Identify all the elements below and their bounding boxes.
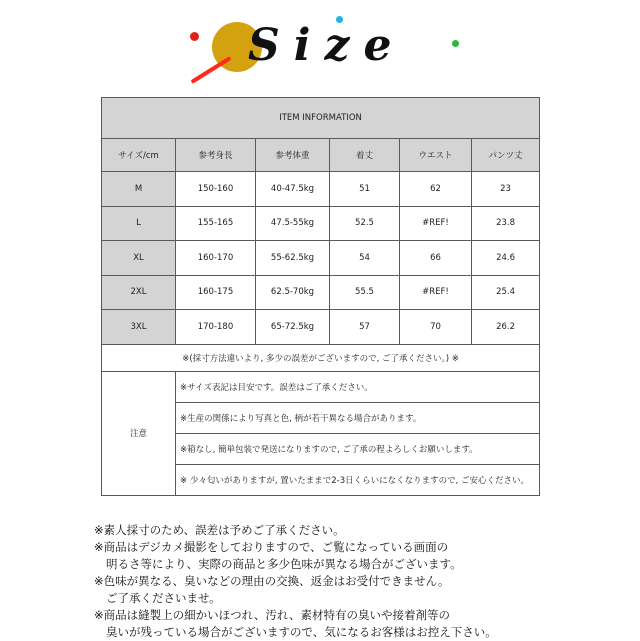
green-dot-icon	[452, 40, 459, 47]
size-title: Size	[248, 20, 406, 71]
table-row	[102, 172, 540, 207]
size-header	[0, 0, 640, 92]
table-cell: 47.5-55kg	[256, 206, 330, 241]
red-dot-icon	[190, 32, 199, 41]
measurement-caution: ※(採寸方法違いより, 多少の誤差がございますので, ご了承ください。) ※	[102, 344, 540, 371]
table-cell: 160-175	[176, 275, 256, 310]
table-cell: 55-62.5kg	[256, 241, 330, 276]
table-cell: 160-170	[176, 241, 256, 276]
footer-line: ※色味が異なる、臭いなどの理由の交換、返金はお受付できません。	[94, 574, 450, 588]
footer-notes	[94, 522, 574, 641]
table-title: ITEM INFORMATION	[102, 98, 540, 139]
footer-line: ご了承くださいませ。	[106, 591, 221, 605]
footer-line: 臭いが残っている場合がございますので、気になるお客様はお控え下さい。	[106, 625, 497, 639]
size-cell: XL	[102, 241, 176, 276]
table-cell: 51	[330, 172, 400, 207]
table-cell: 54	[330, 241, 400, 276]
size-cell: L	[102, 206, 176, 241]
footer-line: 明るさ等により、実際の商品と多少色味が異なる場合がございます。	[106, 557, 462, 571]
table-cell: 52.5	[330, 206, 400, 241]
size-cell: 2XL	[102, 275, 176, 310]
column-header: 参考体重	[256, 139, 330, 172]
table-cell: 23.8	[472, 206, 540, 241]
notes-label: 注意	[102, 371, 176, 495]
table-row	[102, 241, 540, 276]
table-cell: 26.2	[472, 310, 540, 345]
table-row	[102, 206, 540, 241]
table-cell: 62	[400, 172, 472, 207]
table-cell: #REF!	[400, 206, 472, 241]
table-row	[102, 310, 540, 345]
table-cell: 65-72.5kg	[256, 310, 330, 345]
table-cell: 55.5	[330, 275, 400, 310]
table-cell: 150-160	[176, 172, 256, 207]
table-cell: 57	[330, 310, 400, 345]
table-cell: 155-165	[176, 206, 256, 241]
table-cell: 24.6	[472, 241, 540, 276]
footer-line: ※商品は縫製上の細かいほつれ、汚れ、素材特有の臭いや接着剤等の	[94, 608, 451, 622]
footer-line: ※素人採寸のため、誤差は予めご了承ください。	[94, 523, 345, 537]
table-cell: 62.5-70kg	[256, 275, 330, 310]
column-header: パンツ丈	[472, 139, 540, 172]
table-cell: 66	[400, 241, 472, 276]
table-cell: 170-180	[176, 310, 256, 345]
note-item: ※サイズ表記は目安です。誤差はご了承ください。	[176, 371, 540, 402]
column-header: 参考身長	[176, 139, 256, 172]
note-item: ※生産の関係により写真と色, 柄が若干異なる場合があります。	[176, 402, 540, 433]
size-table	[101, 97, 540, 496]
table-cell: 23	[472, 172, 540, 207]
table-cell: 70	[400, 310, 472, 345]
column-header: サイズ/cm	[102, 139, 176, 172]
table-cell: 25.4	[472, 275, 540, 310]
size-cell: M	[102, 172, 176, 207]
table-cell: #REF!	[400, 275, 472, 310]
comet-streak-icon	[190, 56, 231, 84]
note-item: ※箱なし, 簡単包装で発送になりますので, ご了承の程よろしくお願いします。	[176, 433, 540, 464]
table-cell: 40-47.5kg	[256, 172, 330, 207]
column-header: ウエスト	[400, 139, 472, 172]
note-item: ※ 少々匂いがありますが, 置いたままで2-3日くらいになくなりますので, ご安心ください。	[176, 464, 540, 495]
size-cell: 3XL	[102, 310, 176, 345]
table-header-row	[102, 139, 540, 172]
column-header: 着丈	[330, 139, 400, 172]
footer-line: ※商品はデジカメ撮影をしておりますので、ご覧になっている画面の	[94, 540, 449, 554]
table-row	[102, 275, 540, 310]
